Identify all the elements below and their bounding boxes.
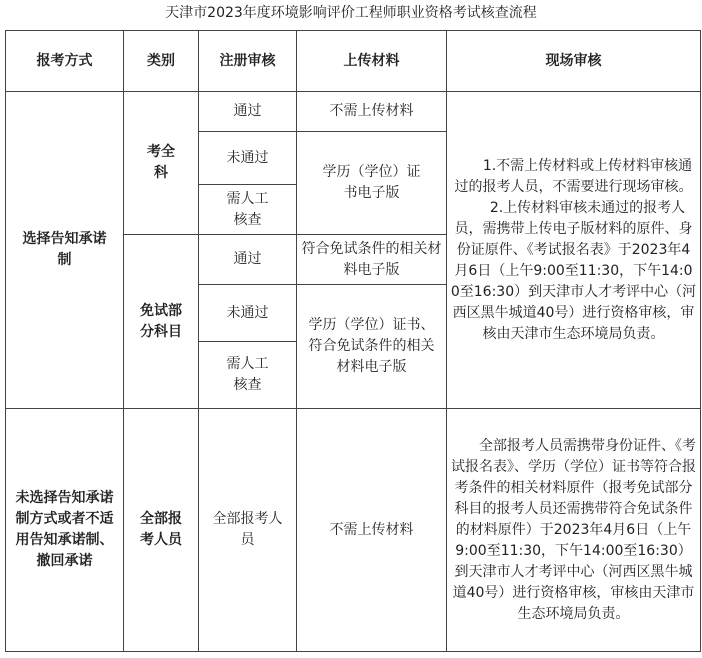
category-cell-full: 考全科 bbox=[124, 92, 199, 235]
method-cell-commitment: 选择告知承诺制 bbox=[6, 92, 124, 409]
category-cell-all: 全部报考人员 bbox=[124, 409, 199, 652]
upload-cell: 不需上传材料 bbox=[297, 92, 447, 132]
upload-cell: 符合免试条件的相关材料电子版 bbox=[297, 235, 447, 285]
category-cell-exempt: 免试部分科目 bbox=[124, 235, 199, 409]
registration-cell: 未通过 bbox=[199, 132, 297, 185]
registration-cell: 全部报考人员 bbox=[199, 409, 297, 652]
onsite-cell-all bbox=[447, 409, 701, 652]
header-upload: 上传材料 bbox=[297, 31, 447, 92]
onsite-note-all: 全部报考人员需携带身份证件、《考试报名表》、学历（学位）证书等符合报考条件的相关材料原件（报考免试部分科目的报考人员还需携带符合免试条件的材料原件）于2023年4月6日（上午9:00至11:30，下午14:00至16:30）到天津市人才考评中心（河西区黑牛城道40号）进行资格审核，审核由天津市生态环境局负责。 bbox=[451, 437, 696, 622]
registration-cell: 通过 bbox=[199, 92, 297, 132]
table-row bbox=[6, 409, 701, 652]
registration-cell: 未通过 bbox=[199, 285, 297, 342]
onsite-note-2: 2.上传材料审核未通过的报考人员，需携带上传电子版材料的原件、身份证原件、《考试报名表》于2023年4月6日（上午9:00至11:30，下午14:00至16:30）到天津市人才考评中心（河西区黑牛城道40号）进行资格审核，审核由天津市生态环境局负责。 bbox=[450, 199, 697, 342]
onsite-cell-commitment bbox=[447, 92, 701, 409]
method-cell-no-commitment: 未选择告知承诺制方式或者不适用告知承诺制、撤回承诺 bbox=[6, 409, 124, 652]
header-registration: 注册审核 bbox=[199, 31, 297, 92]
header-onsite: 现场审核 bbox=[447, 31, 701, 92]
onsite-note-1: 1.不需上传材料或上传材料审核通过的报考人员，不需要进行现场审核。 bbox=[454, 157, 693, 195]
header-method: 报考方式 bbox=[6, 31, 124, 92]
upload-cell: 学历（学位）证书、符合免试条件的相关材料电子版 bbox=[297, 285, 447, 409]
upload-cell: 学历（学位）证书电子版 bbox=[297, 132, 447, 235]
page-title: 天津市2023年度环境影响评价工程师职业资格考试核查流程 bbox=[165, 5, 537, 21]
registration-cell: 需人工核查 bbox=[199, 185, 297, 235]
header-row bbox=[6, 31, 701, 92]
registration-cell: 通过 bbox=[199, 235, 297, 285]
table-row bbox=[6, 92, 701, 132]
review-process-table bbox=[5, 30, 701, 652]
upload-cell: 不需上传材料 bbox=[297, 409, 447, 652]
registration-cell: 需人工核查 bbox=[199, 342, 297, 409]
header-category: 类别 bbox=[124, 31, 199, 92]
